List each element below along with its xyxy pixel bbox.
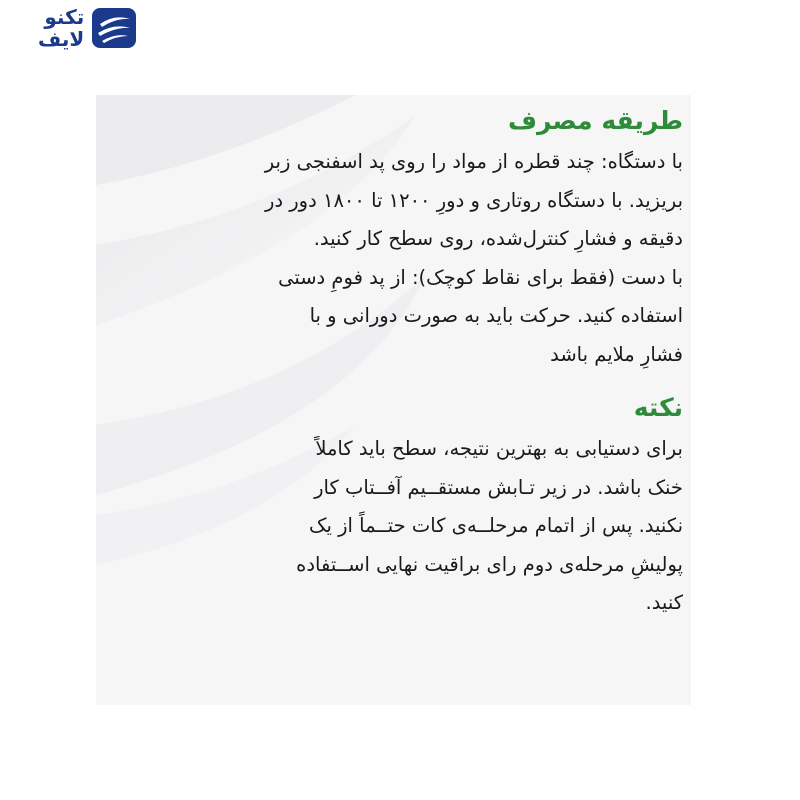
text-line: بریزید. با دستگاه روتاری و دورِ ۱۲۰۰ تا ۱۸۰۰ دور در [264, 188, 683, 212]
instructions-card [96, 95, 705, 705]
logo-text [38, 7, 84, 49]
text-line: کنید. [645, 591, 683, 614]
note-text [123, 430, 683, 623]
text-line: دقیقه و فشارِ کنترل‌شده، روی سطح کار کنید. [313, 227, 683, 250]
text-line: برای دستیابی به بهترین نتیجه، سطح باید کاملاً [315, 437, 683, 460]
section-usage [123, 99, 683, 374]
content [123, 99, 683, 623]
accent-bar [691, 95, 705, 705]
text-line: با دستگاه: چند قطره از مواد را روی پد اسفنجی زبر [264, 150, 683, 173]
text-line: استفاده کنید. حرکت باید به صورت دورانی و با [309, 304, 683, 327]
text-line: با دست (فقط برای نقاط کوچک): از پد فومِ دستی [278, 265, 683, 289]
logo-mark-icon [92, 8, 136, 48]
text-line: فشارِ ملایم باشد [550, 342, 683, 366]
note-heading: نکته [633, 393, 683, 422]
section-note [123, 386, 683, 623]
usage-heading: طریقه مصرف [507, 106, 683, 135]
text-line: پولیشِ مرحله‌ی دوم رای براقیت نهایی اســتفاده [296, 552, 683, 576]
text-line: خنک باشد. در زیر تـابش مستقــیم آفــتاب کار [314, 475, 683, 499]
usage-text [123, 143, 683, 374]
logo-line-1: تکنو [44, 5, 85, 29]
logo[interactable] [38, 6, 136, 50]
text-line: نکنید. پس از اتمام مرحلــه‌ی کات حتــماً از یک [309, 514, 683, 537]
logo-line-2: لایف [38, 27, 85, 51]
